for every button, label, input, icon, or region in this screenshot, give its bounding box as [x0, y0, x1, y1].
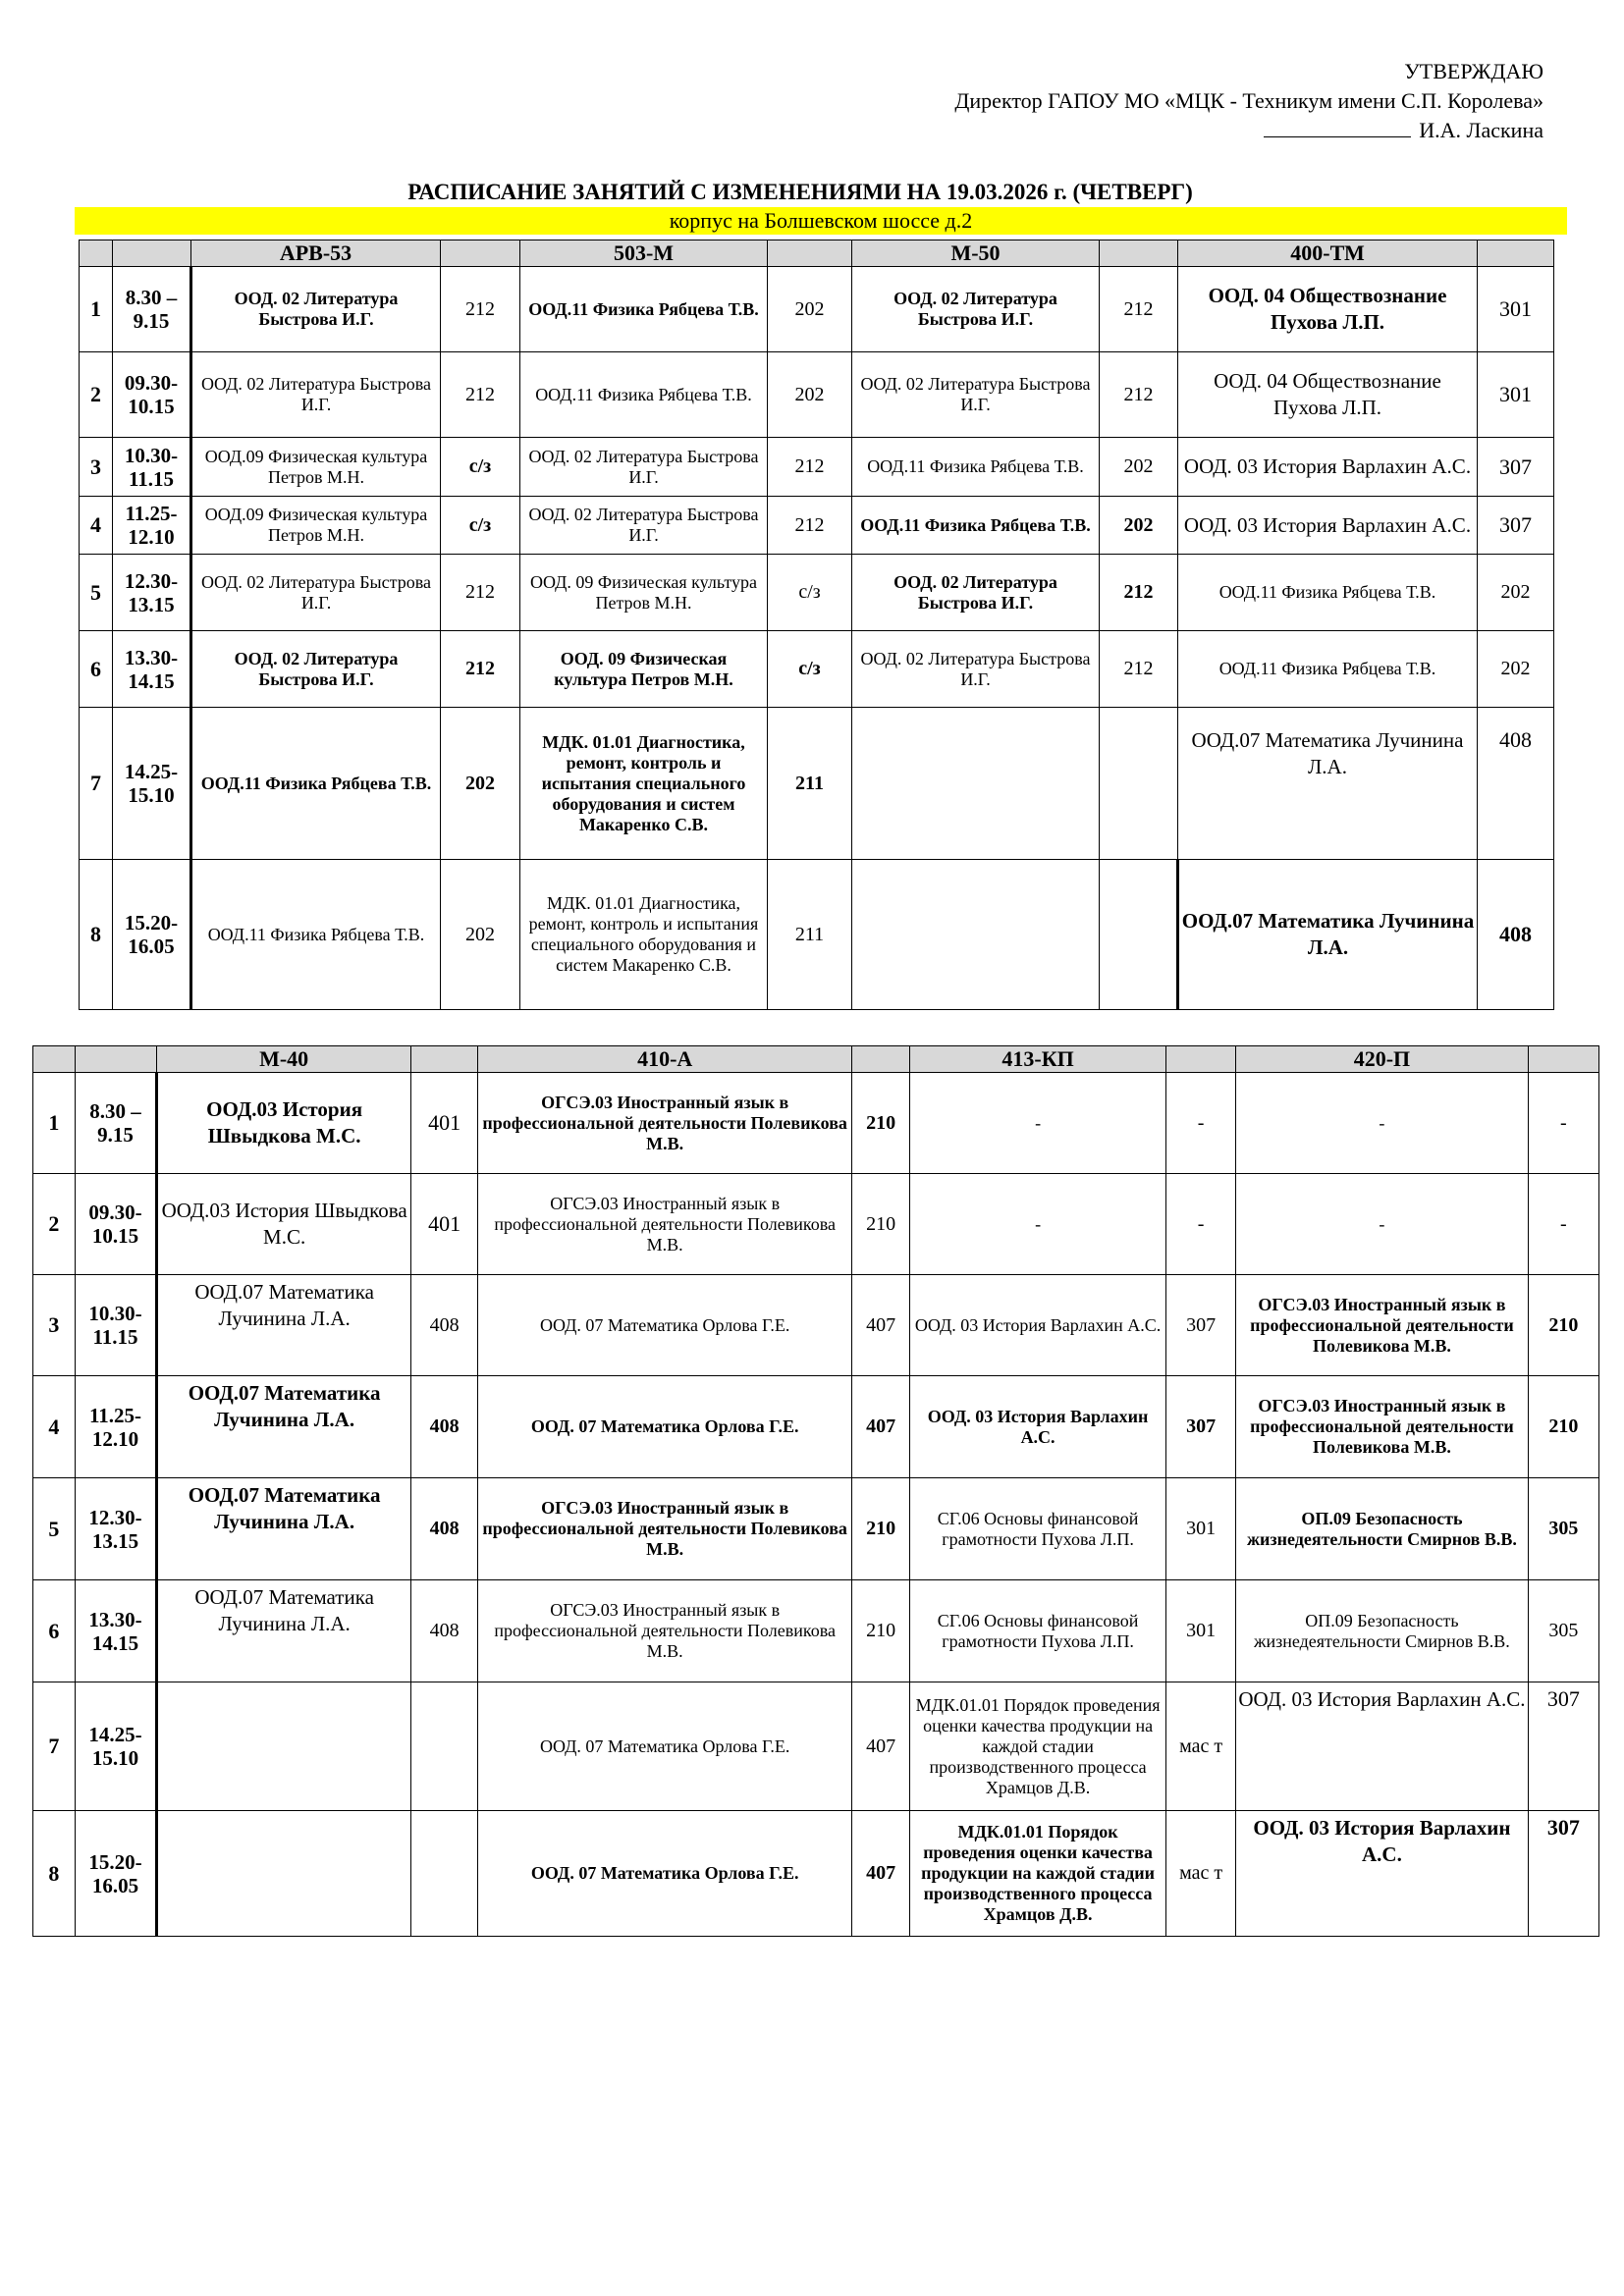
room-cell: 212	[1100, 352, 1178, 438]
subject-cell: ООД.07 Математика Лучинина Л.А.	[157, 1275, 411, 1376]
subject-cell: ООД. 07 Математика Орлова Г.Е.	[478, 1811, 852, 1937]
room-cell: 307	[1165, 1275, 1235, 1376]
lesson-time: 09.30-10.15	[75, 1174, 157, 1275]
subject-cell: ООД. 02 Литература Быстрова И.Г.	[852, 631, 1100, 708]
approval-block	[954, 57, 1543, 145]
table-row	[33, 1174, 1599, 1275]
subject-cell: ООД.03 История Швыдкова М.С.	[157, 1174, 411, 1275]
subject-cell: ООД. 03 История Варлахин А.С.	[1178, 438, 1478, 497]
subject-cell: ООД. 03 История Варлахин А.С.	[910, 1275, 1166, 1376]
lesson-time: 14.25-15.10	[75, 1682, 157, 1811]
room-cell: 407	[852, 1682, 910, 1811]
subject-cell: -	[910, 1174, 1166, 1275]
group-header: АРВ-53	[191, 240, 441, 267]
table-row	[33, 1811, 1599, 1937]
room-cell: с/з	[768, 631, 852, 708]
table-row	[80, 631, 1554, 708]
subject-cell: -	[1236, 1174, 1528, 1275]
subject-cell: ООД.07 Математика Лучинина Л.А.	[1178, 708, 1478, 860]
room-cell: 301	[1478, 267, 1554, 352]
subject-cell: ООД. 07 Математика Орлова Г.Е.	[478, 1376, 852, 1478]
room-cell: 212	[441, 631, 520, 708]
subject-cell: ООД.07 Математика Лучинина Л.А.	[157, 1580, 411, 1682]
subject-cell: ОГСЭ.03 Иностранный язык в профессиональной деятельности Полевикова М.В.	[478, 1174, 852, 1275]
schedule-table-1	[79, 240, 1554, 1010]
subject-cell: ООД. 02 Литература Быстрова И.Г.	[191, 267, 441, 352]
room-cell	[1100, 860, 1178, 1010]
subject-cell: ООД.11 Физика Рябцева Т.В.	[191, 860, 441, 1010]
room-cell: 202	[441, 860, 520, 1010]
room-cell: 301	[1165, 1580, 1235, 1682]
subject-cell: ООД. 09 Физическая культура Петров М.Н.	[520, 555, 768, 631]
subject-cell: ОГСЭ.03 Иностранный язык в профессиональной деятельности Полевикова М.В.	[1236, 1376, 1528, 1478]
header-num	[80, 240, 113, 267]
lesson-number: 2	[33, 1174, 76, 1275]
lesson-time: 10.30-11.15	[75, 1275, 157, 1376]
lesson-number: 3	[33, 1275, 76, 1376]
lesson-number: 3	[80, 438, 113, 497]
room-cell: 211	[768, 708, 852, 860]
room-cell: 408	[1478, 708, 1554, 860]
room-cell: 202	[768, 352, 852, 438]
room-cell: 305	[1528, 1580, 1598, 1682]
group-header: 503-М	[520, 240, 768, 267]
group-header: 410-А	[478, 1046, 852, 1073]
subject-cell: ООД. 02 Литература Быстрова И.Г.	[520, 438, 768, 497]
room-cell: 202	[1100, 497, 1178, 555]
subject-cell: ООД. 02 Литература Быстрова И.Г.	[191, 631, 441, 708]
header-time	[113, 240, 191, 267]
subject-cell: МДК.01.01 Порядок проведения оценки качества продукции на каждой стадии производственного процесса Храмцов Д.В.	[910, 1811, 1166, 1937]
lesson-number: 4	[33, 1376, 76, 1478]
room-cell: 301	[1478, 352, 1554, 438]
lesson-time: 13.30-14.15	[113, 631, 191, 708]
subject-cell: МДК. 01.01 Диагностика, ремонт, контроль и испытания специального оборудования и систем Макаренко С.В.	[520, 708, 768, 860]
group-header: М-50	[852, 240, 1100, 267]
subject-cell: ООД. 09 Физическая культура Петров М.Н.	[520, 631, 768, 708]
room-cell: -	[1528, 1174, 1598, 1275]
room-cell: 210	[852, 1174, 910, 1275]
lesson-number: 5	[80, 555, 113, 631]
subject-cell: ООД. 02 Литература Быстрова И.Г.	[852, 555, 1100, 631]
header-room	[1100, 240, 1178, 267]
subject-cell: ОП.09 Безопасность жизнедеятельности Смирнов В.В.	[1236, 1478, 1528, 1580]
table-row	[33, 1682, 1599, 1811]
subject-cell: ОП.09 Безопасность жизнедеятельности Смирнов В.В.	[1236, 1580, 1528, 1682]
campus-banner: корпус на Болшевском шоссе д.2	[75, 207, 1567, 235]
room-cell: 408	[410, 1478, 477, 1580]
subject-cell: ООД.11 Физика Рябцева Т.В.	[1178, 631, 1478, 708]
table-row	[80, 860, 1554, 1010]
subject-cell: ООД. 02 Литература Быстрова И.Г.	[852, 352, 1100, 438]
lesson-number: 7	[80, 708, 113, 860]
room-cell: 407	[852, 1811, 910, 1937]
header-room	[1528, 1046, 1598, 1073]
subject-cell: ООД. 04 Обществознание Пухова Л.П.	[1178, 267, 1478, 352]
group-header: М-40	[157, 1046, 411, 1073]
room-cell: 210	[852, 1478, 910, 1580]
approval-position: Директор ГАПОУ МО «МЦК - Техникум имени С.П. Королева»	[954, 88, 1543, 113]
room-cell: 408	[1478, 860, 1554, 1010]
subject-cell: ОГСЭ.03 Иностранный язык в профессиональной деятельности Полевикова М.В.	[1236, 1275, 1528, 1376]
room-cell: 401	[410, 1073, 477, 1174]
subject-cell: ООД.11 Физика Рябцева Т.В.	[852, 497, 1100, 555]
header-room	[768, 240, 852, 267]
lesson-number: 2	[80, 352, 113, 438]
room-cell: 212	[441, 267, 520, 352]
subject-cell: ОГСЭ.03 Иностранный язык в профессиональной деятельности Полевикова М.В.	[478, 1478, 852, 1580]
lesson-time: 11.25-12.10	[75, 1376, 157, 1478]
subject-cell: ООД. 03 История Варлахин А.С.	[1236, 1682, 1528, 1811]
lesson-time: 11.25-12.10	[113, 497, 191, 555]
subject-cell: СГ.06 Основы финансовой грамотности Пухова Л.П.	[910, 1580, 1166, 1682]
subject-cell: ООД.07 Математика Лучинина Л.А.	[157, 1376, 411, 1478]
lesson-time: 12.30-13.15	[113, 555, 191, 631]
room-cell: 212	[768, 438, 852, 497]
lesson-number: 6	[80, 631, 113, 708]
room-cell: 307	[1528, 1811, 1598, 1937]
subject-cell: ОГСЭ.03 Иностранный язык в профессиональной деятельности Полевикова М.В.	[478, 1580, 852, 1682]
room-cell: -	[1165, 1073, 1235, 1174]
room-cell: 212	[768, 497, 852, 555]
subject-cell: ООД. 07 Математика Орлова Г.Е.	[478, 1682, 852, 1811]
room-cell	[410, 1682, 477, 1811]
lesson-number: 8	[80, 860, 113, 1010]
subject-cell: ООД.11 Физика Рябцева Т.В.	[520, 352, 768, 438]
room-cell: с/з	[441, 497, 520, 555]
table-header-row	[80, 240, 1554, 267]
room-cell: 212	[441, 555, 520, 631]
lesson-time: 09.30-10.15	[113, 352, 191, 438]
approval-signature	[954, 116, 1543, 145]
table-row	[33, 1580, 1599, 1682]
table-row	[80, 497, 1554, 555]
approval-title: УТВЕРЖДАЮ	[1404, 59, 1543, 83]
room-cell: 210	[852, 1580, 910, 1682]
table-row	[33, 1275, 1599, 1376]
lesson-time: 14.25-15.10	[113, 708, 191, 860]
table-row	[80, 555, 1554, 631]
subject-cell: ООД. 02 Литература Быстрова И.Г.	[852, 267, 1100, 352]
lesson-number: 8	[33, 1811, 76, 1937]
lesson-number: 6	[33, 1580, 76, 1682]
table-row	[33, 1376, 1599, 1478]
subject-cell: ООД. 07 Математика Орлова Г.Е.	[478, 1275, 852, 1376]
table-row	[80, 438, 1554, 497]
room-cell: 202	[1478, 555, 1554, 631]
lesson-number: 5	[33, 1478, 76, 1580]
header-room	[410, 1046, 477, 1073]
room-cell: 210	[852, 1073, 910, 1174]
subject-cell	[157, 1682, 411, 1811]
header-time	[75, 1046, 157, 1073]
subject-cell: ОГСЭ.03 Иностранный язык в профессиональной деятельности Полевикова М.В.	[478, 1073, 852, 1174]
lesson-time: 13.30-14.15	[75, 1580, 157, 1682]
signature-line	[1264, 117, 1411, 137]
room-cell: 301	[1165, 1478, 1235, 1580]
room-cell	[410, 1811, 477, 1937]
room-cell: 202	[441, 708, 520, 860]
table-row	[80, 352, 1554, 438]
table-row	[80, 708, 1554, 860]
room-cell: 408	[410, 1580, 477, 1682]
room-cell: с/з	[441, 438, 520, 497]
room-cell: 307	[1165, 1376, 1235, 1478]
header-room	[852, 1046, 910, 1073]
room-cell: 401	[410, 1174, 477, 1275]
subject-cell: -	[1236, 1073, 1528, 1174]
room-cell: с/з	[768, 555, 852, 631]
table-row	[33, 1073, 1599, 1174]
room-cell: 212	[1100, 631, 1178, 708]
subject-cell: МДК.01.01 Порядок проведения оценки качества продукции на каждой стадии производственного процесса Храмцов Д.В.	[910, 1682, 1166, 1811]
room-cell: 408	[410, 1275, 477, 1376]
schedule-table-2	[32, 1045, 1599, 1937]
table-row	[33, 1478, 1599, 1580]
subject-cell: ООД. 02 Литература Быстрова И.Г.	[191, 555, 441, 631]
subject-cell: ООД. 02 Литература Быстрова И.Г.	[191, 352, 441, 438]
subject-cell: ООД.11 Физика Рябцева Т.В.	[852, 438, 1100, 497]
room-cell: 211	[768, 860, 852, 1010]
group-header: 420-П	[1236, 1046, 1528, 1073]
subject-cell	[852, 708, 1100, 860]
header-num	[33, 1046, 76, 1073]
group-header: 400-ТМ	[1178, 240, 1478, 267]
room-cell: 407	[852, 1275, 910, 1376]
subject-cell: ООД. 03 История Варлахин А.С.	[1178, 497, 1478, 555]
room-cell: -	[1528, 1073, 1598, 1174]
room-cell: 307	[1528, 1682, 1598, 1811]
room-cell: мас т	[1165, 1682, 1235, 1811]
room-cell: 202	[768, 267, 852, 352]
table-row	[80, 267, 1554, 352]
subject-cell: ООД.09 Физическая культура Петров М.Н.	[191, 497, 441, 555]
lesson-number: 4	[80, 497, 113, 555]
subject-cell: ООД.11 Физика Рябцева Т.В.	[1178, 555, 1478, 631]
room-cell	[1100, 708, 1178, 860]
lesson-time: 12.30-13.15	[75, 1478, 157, 1580]
group-header: 413-КП	[910, 1046, 1166, 1073]
room-cell: 212	[441, 352, 520, 438]
lesson-number: 7	[33, 1682, 76, 1811]
subject-cell: СГ.06 Основы финансовой грамотности Пухова Л.П.	[910, 1478, 1166, 1580]
room-cell: 305	[1528, 1478, 1598, 1580]
room-cell: 212	[1100, 555, 1178, 631]
subject-cell: ООД.11 Физика Рябцева Т.В.	[520, 267, 768, 352]
header-room	[441, 240, 520, 267]
room-cell: 202	[1478, 631, 1554, 708]
room-cell: 212	[1100, 267, 1178, 352]
room-cell: 210	[1528, 1376, 1598, 1478]
subject-cell	[852, 860, 1100, 1010]
lesson-time: 10.30-11.15	[113, 438, 191, 497]
room-cell: мас т	[1165, 1811, 1235, 1937]
subject-cell: ООД.07 Математика Лучинина Л.А.	[1178, 860, 1478, 1010]
room-cell: 307	[1478, 438, 1554, 497]
subject-cell: ООД. 03 История Варлахин А.С.	[1236, 1811, 1528, 1937]
subject-cell: МДК. 01.01 Диагностика, ремонт, контроль и испытания специального оборудования и систем Макаренко С.В.	[520, 860, 768, 1010]
room-cell: -	[1165, 1174, 1235, 1275]
room-cell: 202	[1100, 438, 1178, 497]
table-header-row	[33, 1046, 1599, 1073]
approval-name: И.А. Ласкина	[1419, 118, 1543, 142]
room-cell: 210	[1528, 1275, 1598, 1376]
room-cell: 307	[1478, 497, 1554, 555]
subject-cell: ООД.11 Физика Рябцева Т.В.	[191, 708, 441, 860]
subject-cell: ООД. 03 История Варлахин А.С.	[910, 1376, 1166, 1478]
subject-cell: ООД.07 Математика Лучинина Л.А.	[157, 1478, 411, 1580]
subject-cell: ООД.03 История Швыдкова М.С.	[157, 1073, 411, 1174]
subject-cell: ООД.09 Физическая культура Петров М.Н.	[191, 438, 441, 497]
lesson-number: 1	[80, 267, 113, 352]
subject-cell	[157, 1811, 411, 1937]
subject-cell: ООД. 02 Литература Быстрова И.Г.	[520, 497, 768, 555]
header-room	[1165, 1046, 1235, 1073]
lesson-time: 15.20-16.05	[113, 860, 191, 1010]
lesson-time: 15.20-16.05	[75, 1811, 157, 1937]
lesson-time: 8.30 – 9.15	[113, 267, 191, 352]
lesson-number: 1	[33, 1073, 76, 1174]
subject-cell: ООД. 04 Обществознание Пухова Л.П.	[1178, 352, 1478, 438]
subject-cell: -	[910, 1073, 1166, 1174]
room-cell: 407	[852, 1376, 910, 1478]
room-cell: 408	[410, 1376, 477, 1478]
header-room	[1478, 240, 1554, 267]
page-title: РАСПИСАНИЕ ЗАНЯТИЙ С ИЗМЕНЕНИЯМИ НА 19.03.2026 г. (ЧЕТВЕРГ)	[407, 180, 1193, 204]
lesson-time: 8.30 – 9.15	[75, 1073, 157, 1174]
